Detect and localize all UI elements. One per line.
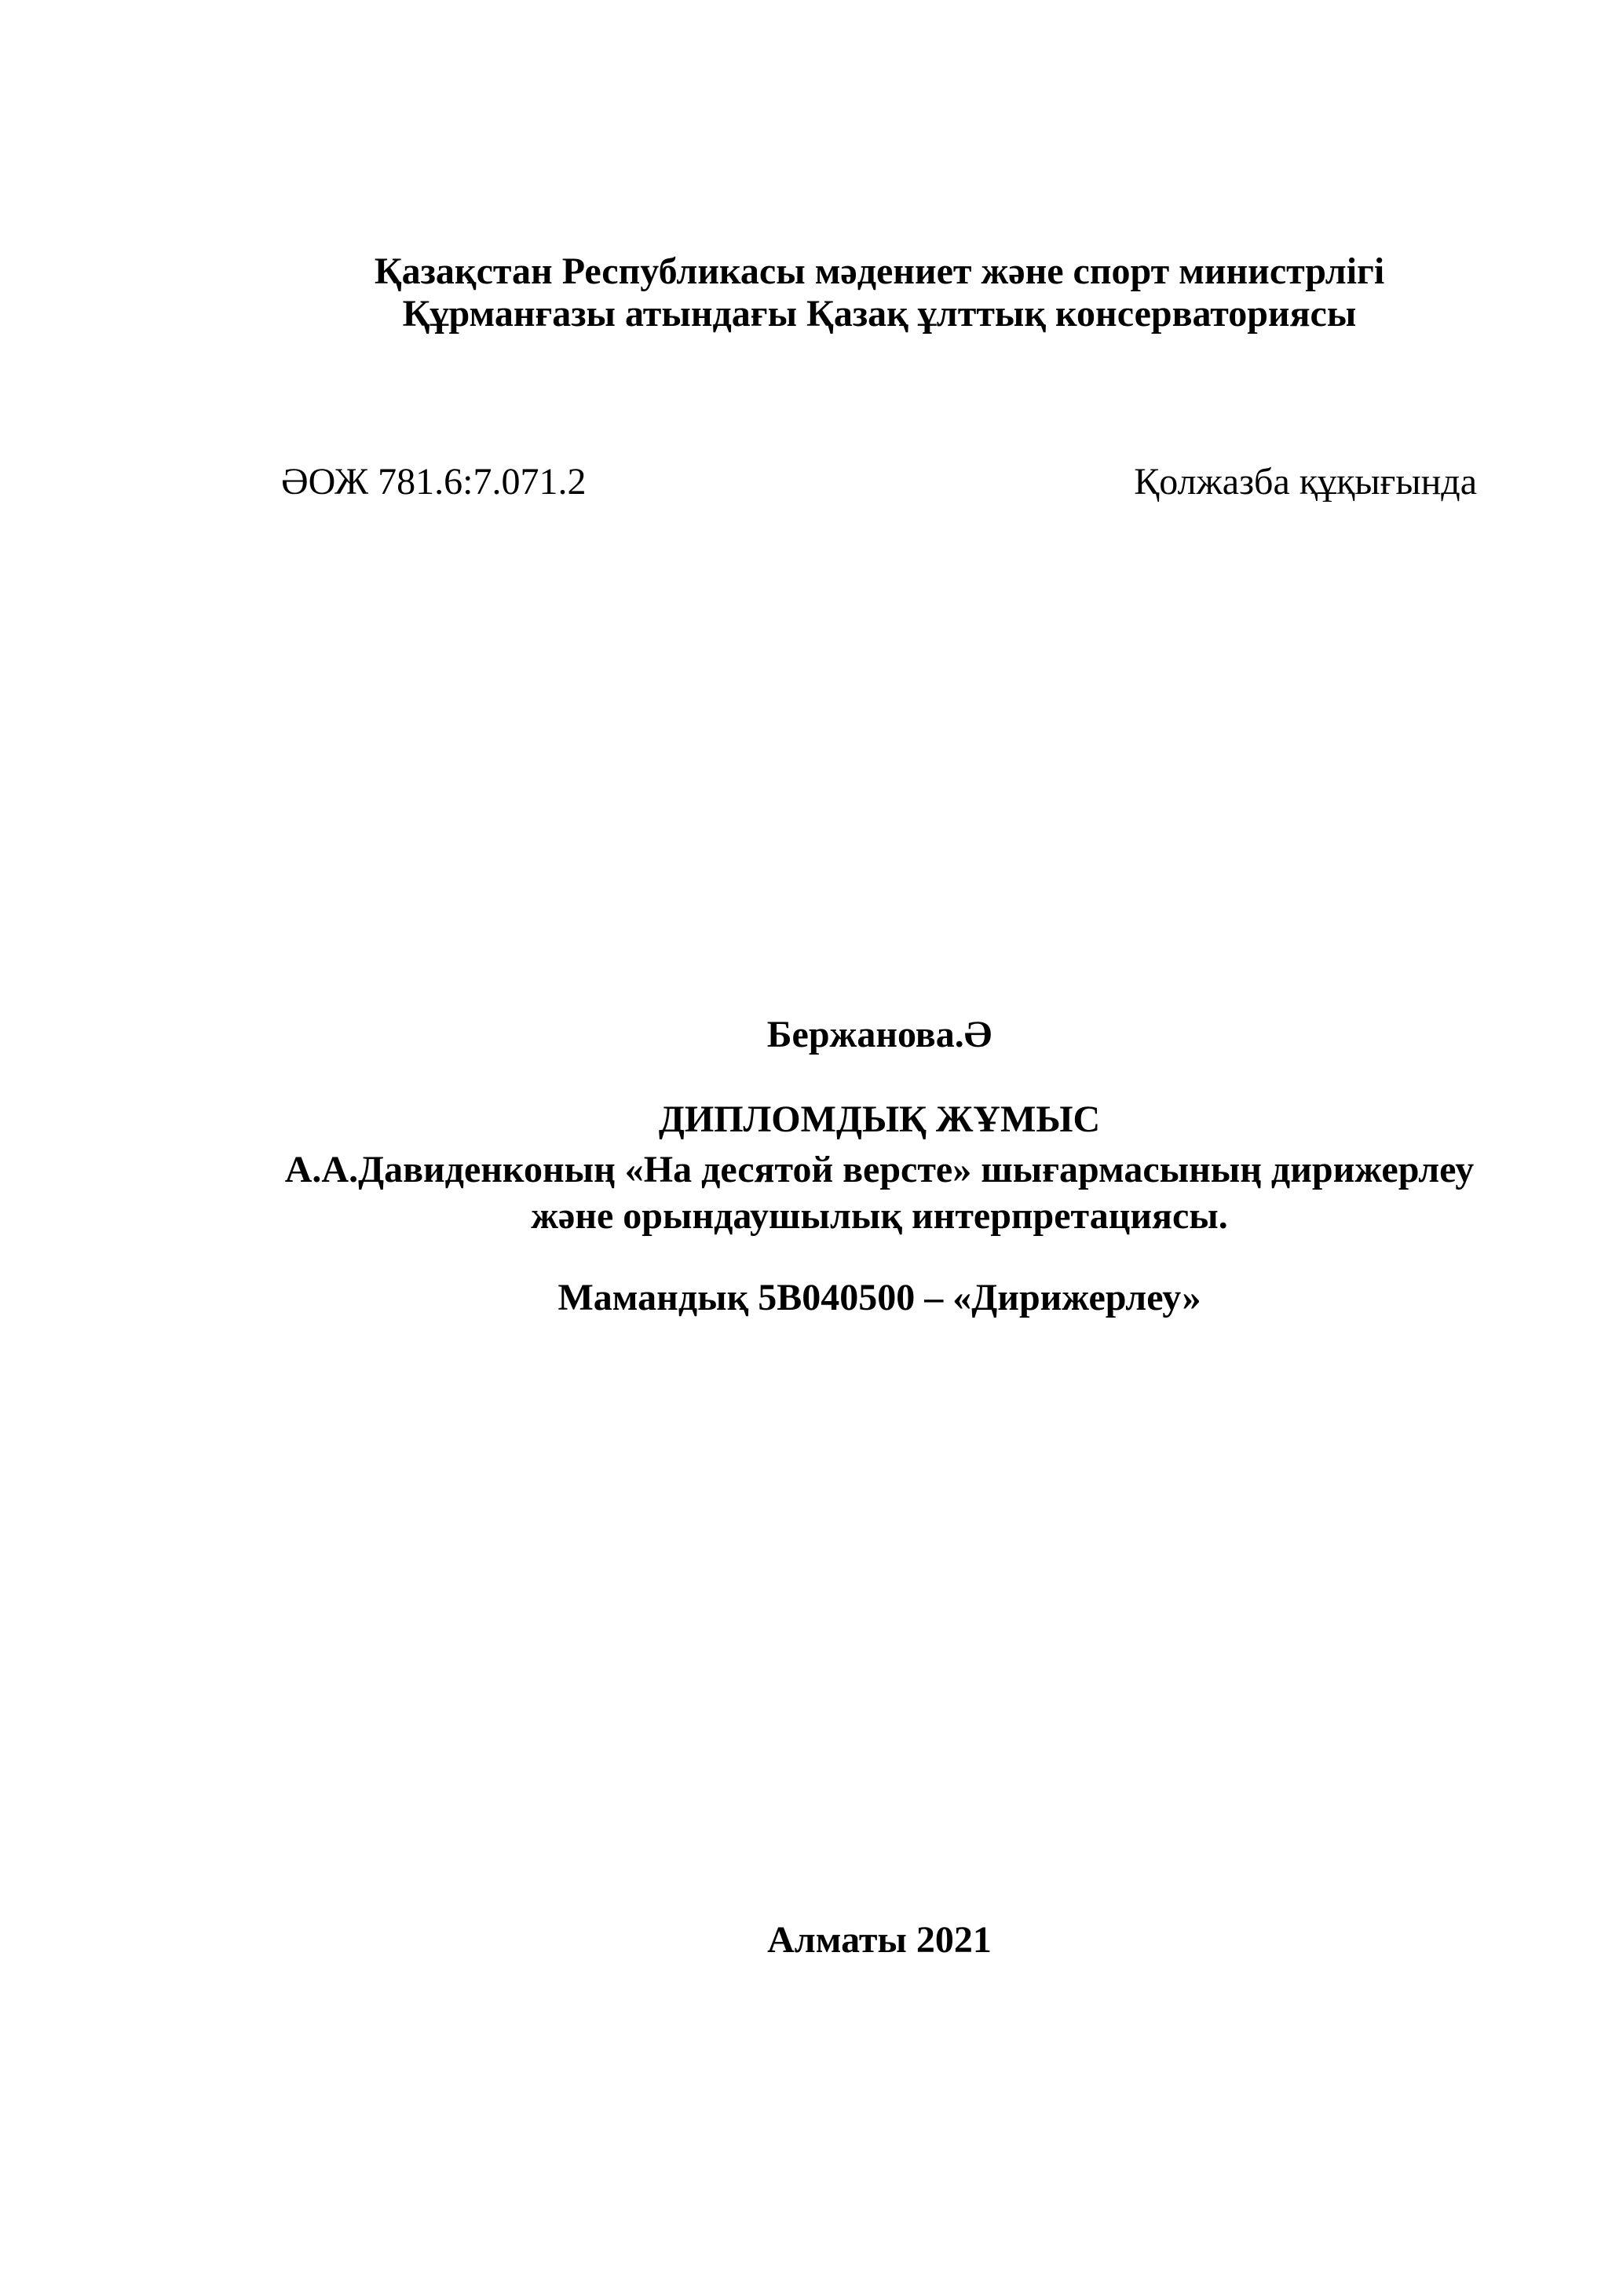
ministry-line1: Қазақстан Республикасы мәдениет және спорт министрлігі [374, 250, 1385, 292]
udc-code: ӘОЖ 781.6:7.071.2 [281, 461, 587, 503]
city-year: Алматы 2021 [767, 1919, 992, 1961]
manuscript-rights: Қолжазба құқығында [1134, 461, 1477, 503]
ministry-line2: Құрманғазы атындағы Қазақ ұлттық консерваториясы [402, 293, 1357, 335]
work-type-title: ДИПЛОМДЫҚ ЖҰМЫС [658, 1099, 1101, 1140]
thesis-title-line2: және орындаушылық интерпретациясы. [531, 1195, 1228, 1237]
udc-row [281, 461, 1477, 503]
author-name: Бержанова.Ә [766, 1014, 992, 1055]
ministry-header [212, 250, 1547, 335]
specialty-line: Мамандық 5В040500 – «Дирижерлеу» [557, 1277, 1201, 1318]
thesis-title [212, 1146, 1547, 1239]
thesis-title-line1: А.А.Давиденконың «На десятой версте» шығармасының дирижерлеу [284, 1149, 1475, 1190]
